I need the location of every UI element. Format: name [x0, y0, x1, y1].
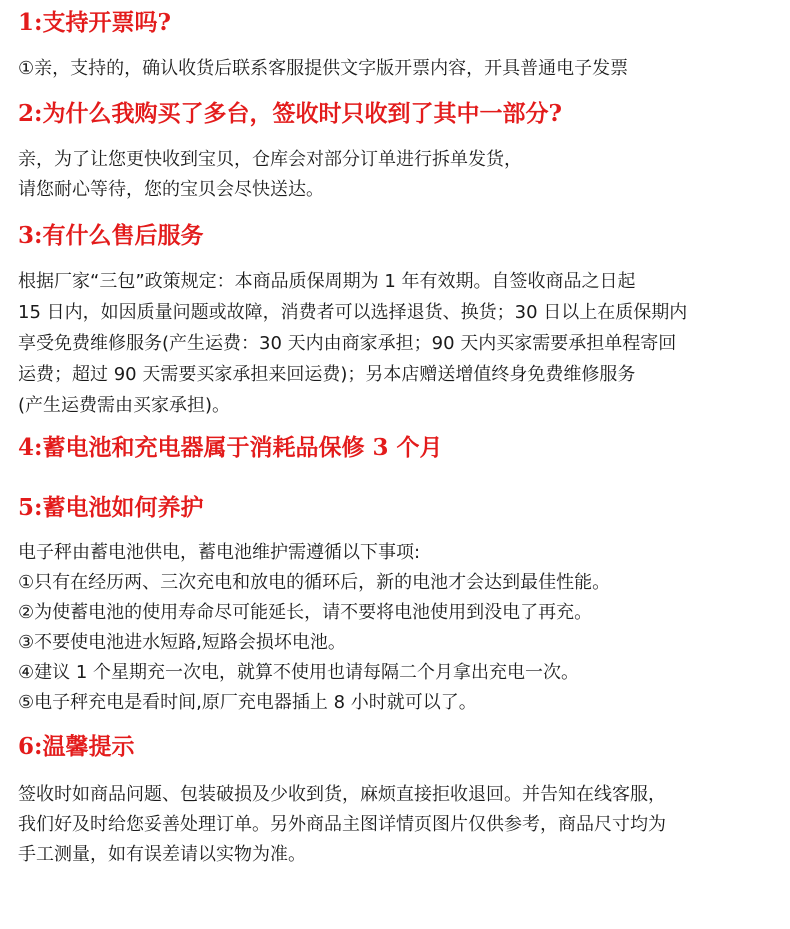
- answer-line: ①只有在经历两、三次充电和放电的循环后，新的电池才会达到最佳性能。: [18, 572, 611, 593]
- answer-line: 我们好及时给您妥善处理订单。另外商品主图详情页图片仅供参考，商品尺寸均为: [18, 814, 666, 835]
- faq-question-1-title: 1:支持开票吗?: [18, 9, 171, 36]
- answer-line: 请您耐心等待，您的宝贝会尽快送达。: [18, 179, 324, 200]
- faq-question-2-title: 2:为什么我购买了多台，签收时只收到了其中一部分?: [18, 100, 562, 127]
- answer-line: ④建议 1 个星期充一次电，就算不使用也请每隔二个月拿出充电一次。: [18, 662, 580, 683]
- answer-line: ⑤电子秤充电是看时间,原厂充电器插上 8 小时就可以了。: [18, 692, 477, 713]
- answer-line: ①亲，支持的，确认收货后联系客服提供文字版开票内容，开具普通电子发票: [18, 58, 629, 79]
- answer-line: 签收时如商品问题、包装破损及少收到货，麻烦直接拒收退回。并告知在线客服，: [18, 784, 666, 805]
- faq-question-5-title: 5:蓄电池如何养护: [18, 494, 204, 521]
- answer-line: 根据厂家“三包”政策规定：本商品质保周期为 1 年有效期。自签收商品之日起: [18, 271, 636, 292]
- answer-line: (产生运费需由买家承担)。: [18, 395, 231, 416]
- answer-line: 手工测量，如有误差请以实物为准。: [18, 844, 306, 865]
- answer-line: ②为使蓄电池的使用寿命尽可能延长，请不要将电池使用到没电了再充。: [18, 602, 593, 623]
- answer-line: 亲，为了让您更快收到宝贝，仓库会对部分订单进行拆单发货，: [18, 149, 522, 170]
- answer-line: 享受免费维修服务(产生运费：30 天内由商家承担；90 天内买家需要承担单程寄回: [18, 333, 677, 354]
- answer-line: ③不要使电池进水短路,短路会损坏电池。: [18, 632, 346, 653]
- faq-question-4-title: 4:蓄电池和充电器属于消耗品保修 3 个月: [18, 434, 443, 461]
- faq-question-6-title: 6:温馨提示: [18, 733, 135, 760]
- faq-answer-5: [18, 538, 610, 718]
- faq-answer-2: [18, 145, 522, 205]
- answer-line: 15 日内，如因质量问题或故障，消费者可以选择退货、换货；30 日以上在质保期内: [18, 302, 688, 323]
- answer-line: 电子秤由蓄电池供电，蓄电池维护需遵循以下事项:: [18, 542, 421, 563]
- faq-answer-1: [18, 54, 628, 84]
- faq-answer-6: [18, 780, 666, 870]
- faq-answer-3: [18, 266, 687, 421]
- answer-line: 运费；超过 90 天需要买家承担来回运费)；另本店赠送增值终身免费维修服务: [18, 364, 636, 385]
- faq-question-3-title: 3:有什么售后服务: [18, 222, 204, 249]
